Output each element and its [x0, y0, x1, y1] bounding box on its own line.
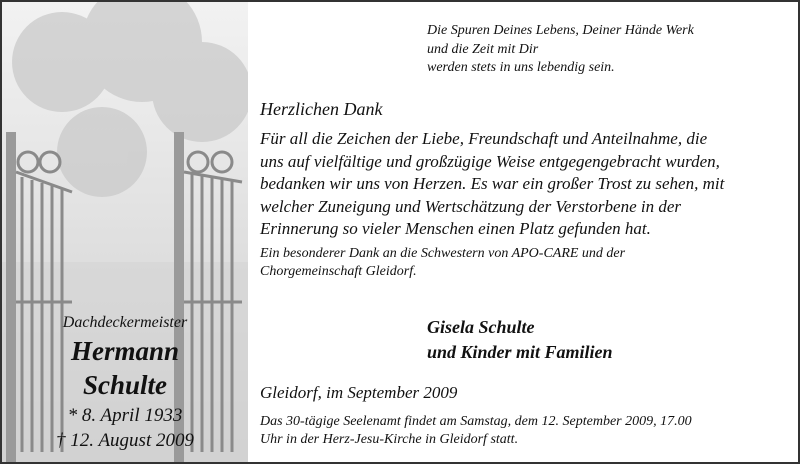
death-date: † 12. August 2009 [56, 430, 194, 451]
text-line: bedanken wir uns von Herzen. Es war ein großer Trost zu sehen, mit [260, 174, 725, 193]
text-line: Für all die Zeichen der Liebe, Freundschaft und Anteilnahme, die [260, 129, 708, 148]
place-date: Gleidorf, im September 2009 [260, 383, 458, 402]
poem-line: Die Spuren Deines Lebens, Deiner Hände Werk [427, 23, 694, 38]
signature-line: und Kinder mit Familien [427, 342, 613, 362]
signature-line: Gisela Schulte [427, 317, 535, 337]
text-line: welcher Zuneigung und Wertschätzung der Verstorbene in der [260, 196, 682, 216]
text-line: Das 30-tägige Seelenamt findet am Samstag, dem 12. September 2009, 17.00 [260, 414, 692, 429]
thanks-heading: Herzlichen Dank [260, 99, 383, 119]
text-line: Chorgemeinschaft Gleidorf. [260, 264, 417, 279]
last-name: Schulte [82, 370, 168, 400]
mass-info [260, 413, 692, 449]
signature [427, 315, 613, 365]
text-line: Ein besonderer Dank an die Schwestern von APO-CARE und der [260, 246, 626, 261]
special-thanks [260, 245, 625, 281]
poem-line: werden stets in uns lebendig sein. [427, 60, 615, 75]
profession: Dachdeckermeister [62, 314, 188, 331]
thanks-text [260, 128, 724, 241]
poem [427, 22, 694, 78]
birth-date: * 8. April 1933 [67, 405, 183, 426]
text-line: Uhr in der Herz-Jesu-Kirche in Gleidorf statt. [260, 432, 519, 447]
poem-line: und die Zeit mit Dir [427, 41, 539, 57]
text-line: Erinnerung so vieler Menschen einen Platz gefunden hat. [260, 219, 651, 238]
text-line: uns auf vielfältige und großzügige Weise entgegengebracht wurden, [260, 151, 720, 171]
first-name: Hermann [70, 336, 180, 366]
